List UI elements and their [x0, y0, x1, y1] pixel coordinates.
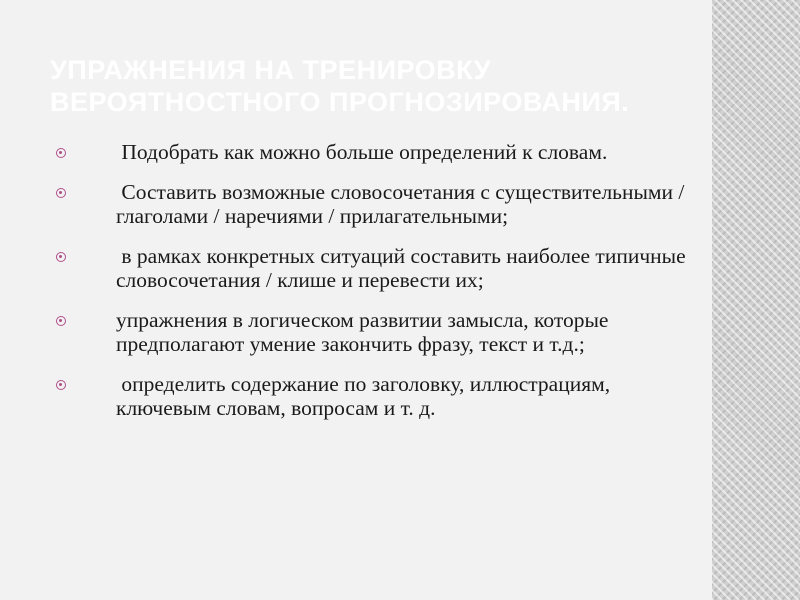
circle-bullet-icon [56, 252, 66, 262]
bullet-text: определить содержание по заголовку, иллюстрациям, ключевым словам, вопросам и т. д. [116, 372, 616, 420]
bullet-item [56, 180, 690, 228]
bullet-text: Подобрать как можно больше определений к словам. [116, 140, 608, 164]
bullet-text: упражнения в логическом развитии замысла, которые предполагают умение закончить фразу, текст и т.д.; [116, 308, 614, 356]
circle-bullet-icon [56, 188, 66, 198]
slide-title: УПРАЖНЕНИЯ НА ТРЕНИРОВКУ ВЕРОЯТНОСТНОГО ПРОГНОЗИРОВАНИЯ. [50, 55, 630, 117]
decorative-side-strip [712, 0, 800, 600]
bullet-item [56, 372, 686, 420]
bullet-item [56, 244, 692, 292]
bullet-text: Составить возможные словосочетания с существительными / глаголами / наречиями / прилагательными; [116, 180, 690, 228]
bullet-item [56, 140, 686, 164]
circle-bullet-icon [56, 316, 66, 326]
circle-bullet-icon [56, 148, 66, 158]
circle-bullet-icon [56, 380, 66, 390]
bullet-item [56, 308, 686, 356]
bullet-list [56, 140, 692, 436]
bullet-text: в рамках конкретных ситуаций составить наиболее типичные словосочетания / клише и перевести их; [116, 244, 692, 292]
